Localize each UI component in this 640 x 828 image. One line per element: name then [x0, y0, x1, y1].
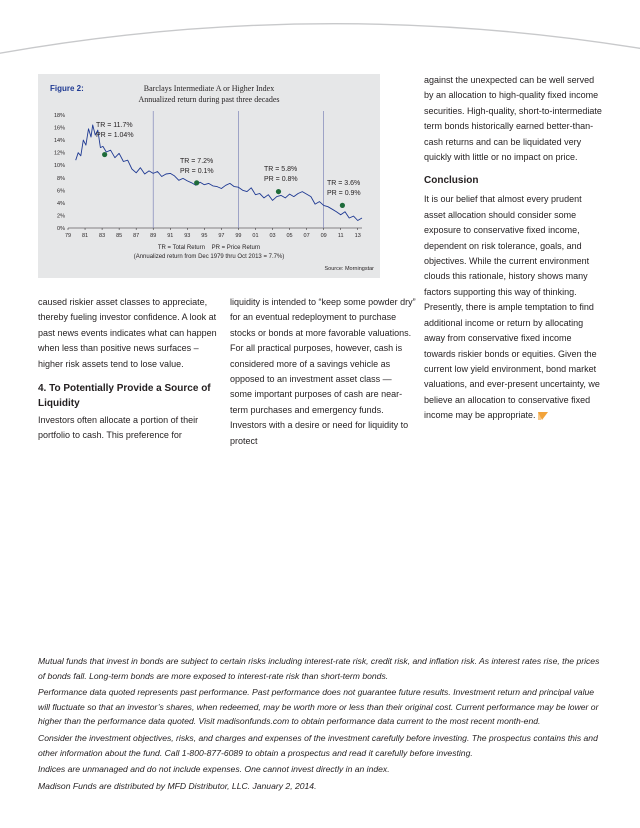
x-tick-label: 87 [133, 233, 140, 239]
text-column-3 [424, 73, 604, 424]
x-tick-label: 09 [320, 233, 327, 239]
x-tick-label: 83 [99, 233, 106, 239]
x-tick-label: 89 [150, 233, 157, 239]
paragraph: against the unexpected can be well served by an allocation to high-quality fixed income securities. High-quality, short-to-intermediate term bonds historically earned better-than-cash returns and can be liquidated very quickly with little or no impact on price. [424, 75, 602, 163]
y-tick-label: 16% [53, 125, 65, 132]
decade-marker [102, 152, 107, 157]
disclaimer-block [38, 654, 608, 795]
text-column-1 [38, 295, 220, 444]
y-tick-label: 10% [53, 163, 65, 170]
y-tick-label: 14% [53, 138, 65, 145]
decade-marker [340, 203, 345, 208]
x-tick-label: 11 [337, 233, 344, 239]
chart-source: Source: Morningstar [324, 266, 374, 272]
paragraph-conclusion [424, 192, 604, 423]
x-tick-label: 13 [354, 233, 361, 239]
end-of-article-icon [538, 412, 548, 420]
paragraph: Investors often allocate a portion of their portfolio to cash. This preference for [38, 415, 199, 441]
x-tick-label: 99 [235, 233, 242, 239]
x-tick-label: 07 [303, 233, 310, 239]
section-heading-liquidity: 4. To Potentially Provide a Source of Liquidity [38, 383, 211, 410]
disclaimer-indices: Indices are unmanaged and do not include expenses. One cannot invest directly in an index. [38, 764, 390, 775]
x-tick-label: 97 [218, 233, 225, 239]
chart-title-line2: Annualized return during past three decades [138, 95, 280, 104]
x-tick-label: 79 [64, 233, 72, 239]
annotation-price-return: PR = 1.04% [96, 132, 134, 139]
y-tick-label: 4% [57, 200, 65, 207]
decade-marker [194, 180, 199, 185]
disclaimer-distributor: Madison Funds are distributed by MFD Distributor, LLC. January 2, 2014. [38, 780, 317, 791]
annotation-price-return: PR = 0.9% [327, 190, 361, 197]
annotation-price-return: PR = 0.1% [180, 168, 214, 175]
chart-title-line1: Barclays Intermediate A or Higher Index [143, 84, 275, 93]
y-tick-label: 8% [57, 175, 65, 182]
figure-2-chart [38, 74, 380, 278]
conclusion-text: It is our belief that almost every prudent asset allocation should consider some exposure to conservative fixed income, dependent on risk tolerance, goals, and objectives. While the current environment clouds this rationale, history shows many factors supporting this way of thinking. Presently, there is ample temptation to find additional income or return by allocating away from conservative fixed income towards riskier bonds or equities. Given the current low yield environment, bond market valuations, and ever-present uncertainty, we believe an allocation to conservative fixed income may be appropriate. [424, 194, 600, 421]
x-tick-label: 95 [201, 233, 208, 239]
text-column-2 [230, 295, 416, 449]
figure-label: Figure 2: [50, 84, 84, 93]
header-curve-decoration [0, 0, 640, 60]
return-series-line [76, 125, 362, 221]
x-tick-label: 03 [269, 233, 276, 239]
annotation-price-return: PR = 0.8% [264, 176, 298, 183]
annotation-total-return: TR = 7.2% [180, 158, 214, 165]
annotation-total-return: TR = 3.6% [327, 180, 361, 187]
paragraph: liquidity is intended to “keep some powder dry” for an eventual redeployment to purchase stocks or bonds at more favorable valuations. For all practical purposes, however, cash is considered more of a savings vehicle as opposed to an investment asset class — some important purposes of cash are near-term purchases and emergency funds. Investors with a desire or need for liquidity to protect [230, 297, 416, 446]
chart-title [38, 83, 380, 105]
y-tick-label: 18% [53, 113, 65, 119]
x-tick-label: 01 [252, 233, 259, 239]
y-tick-label: 6% [57, 188, 65, 195]
x-tick-label: 85 [116, 233, 123, 239]
disclaimer-prospectus: Consider the investment objectives, risks, and charges and expenses of the investment carefully before investing. The prospectus contains this and other information about the fund. Call 1-800-877-6089 to obtain a prospectus and read it carefully before investing. [38, 732, 598, 758]
annotation-total-return: TR = 5.8% [264, 166, 298, 173]
y-tick-label: 2% [57, 213, 65, 220]
chart-legend-line2: (Annualized return from Dec 1979 thru Oct 2013 = 7.7%) [133, 254, 285, 260]
decade-marker [276, 189, 281, 194]
disclaimer-performance: Performance data quoted represents past performance. Past performance does not guarantee future results. Investment return and principal value will fluctuate so that an investor’s shares, when redeemed, may be worth more or less than their original cost. Current performance may be lower or higher than the performance data quoted. Visit madisonfunds.com to obtain performance data current to the most recent month-end. [38, 687, 599, 727]
paragraph: caused riskier asset classes to appreciate, thereby fueling investor confidence. A look at past news events indicates what can happen when less than positive news surfaces – higher risk assets tend to lose value. [38, 297, 217, 369]
annotation-total-return: TR = 11.7% [96, 122, 133, 129]
disclaimer-bond-risk: Mutual funds that invest in bonds are subject to certain risks including interest-rate risk, credit risk, and inflation risk. As interest rates rise, the prices of bonds fall. Long-term bonds are more exposed to interest-rate risk than short-term bonds. [38, 656, 600, 681]
x-tick-label: 93 [184, 233, 191, 239]
x-tick-label: 05 [286, 233, 293, 239]
section-heading-conclusion: Conclusion [424, 175, 479, 187]
x-tick-label: 81 [81, 233, 89, 239]
y-tick-label: 0% [57, 226, 65, 232]
x-tick-label: 91 [167, 233, 174, 239]
chart-legend-line1: TR = Total Return PR = Price Return [157, 245, 261, 251]
y-tick-label: 12% [53, 150, 65, 157]
chart-legend-note [38, 244, 380, 262]
